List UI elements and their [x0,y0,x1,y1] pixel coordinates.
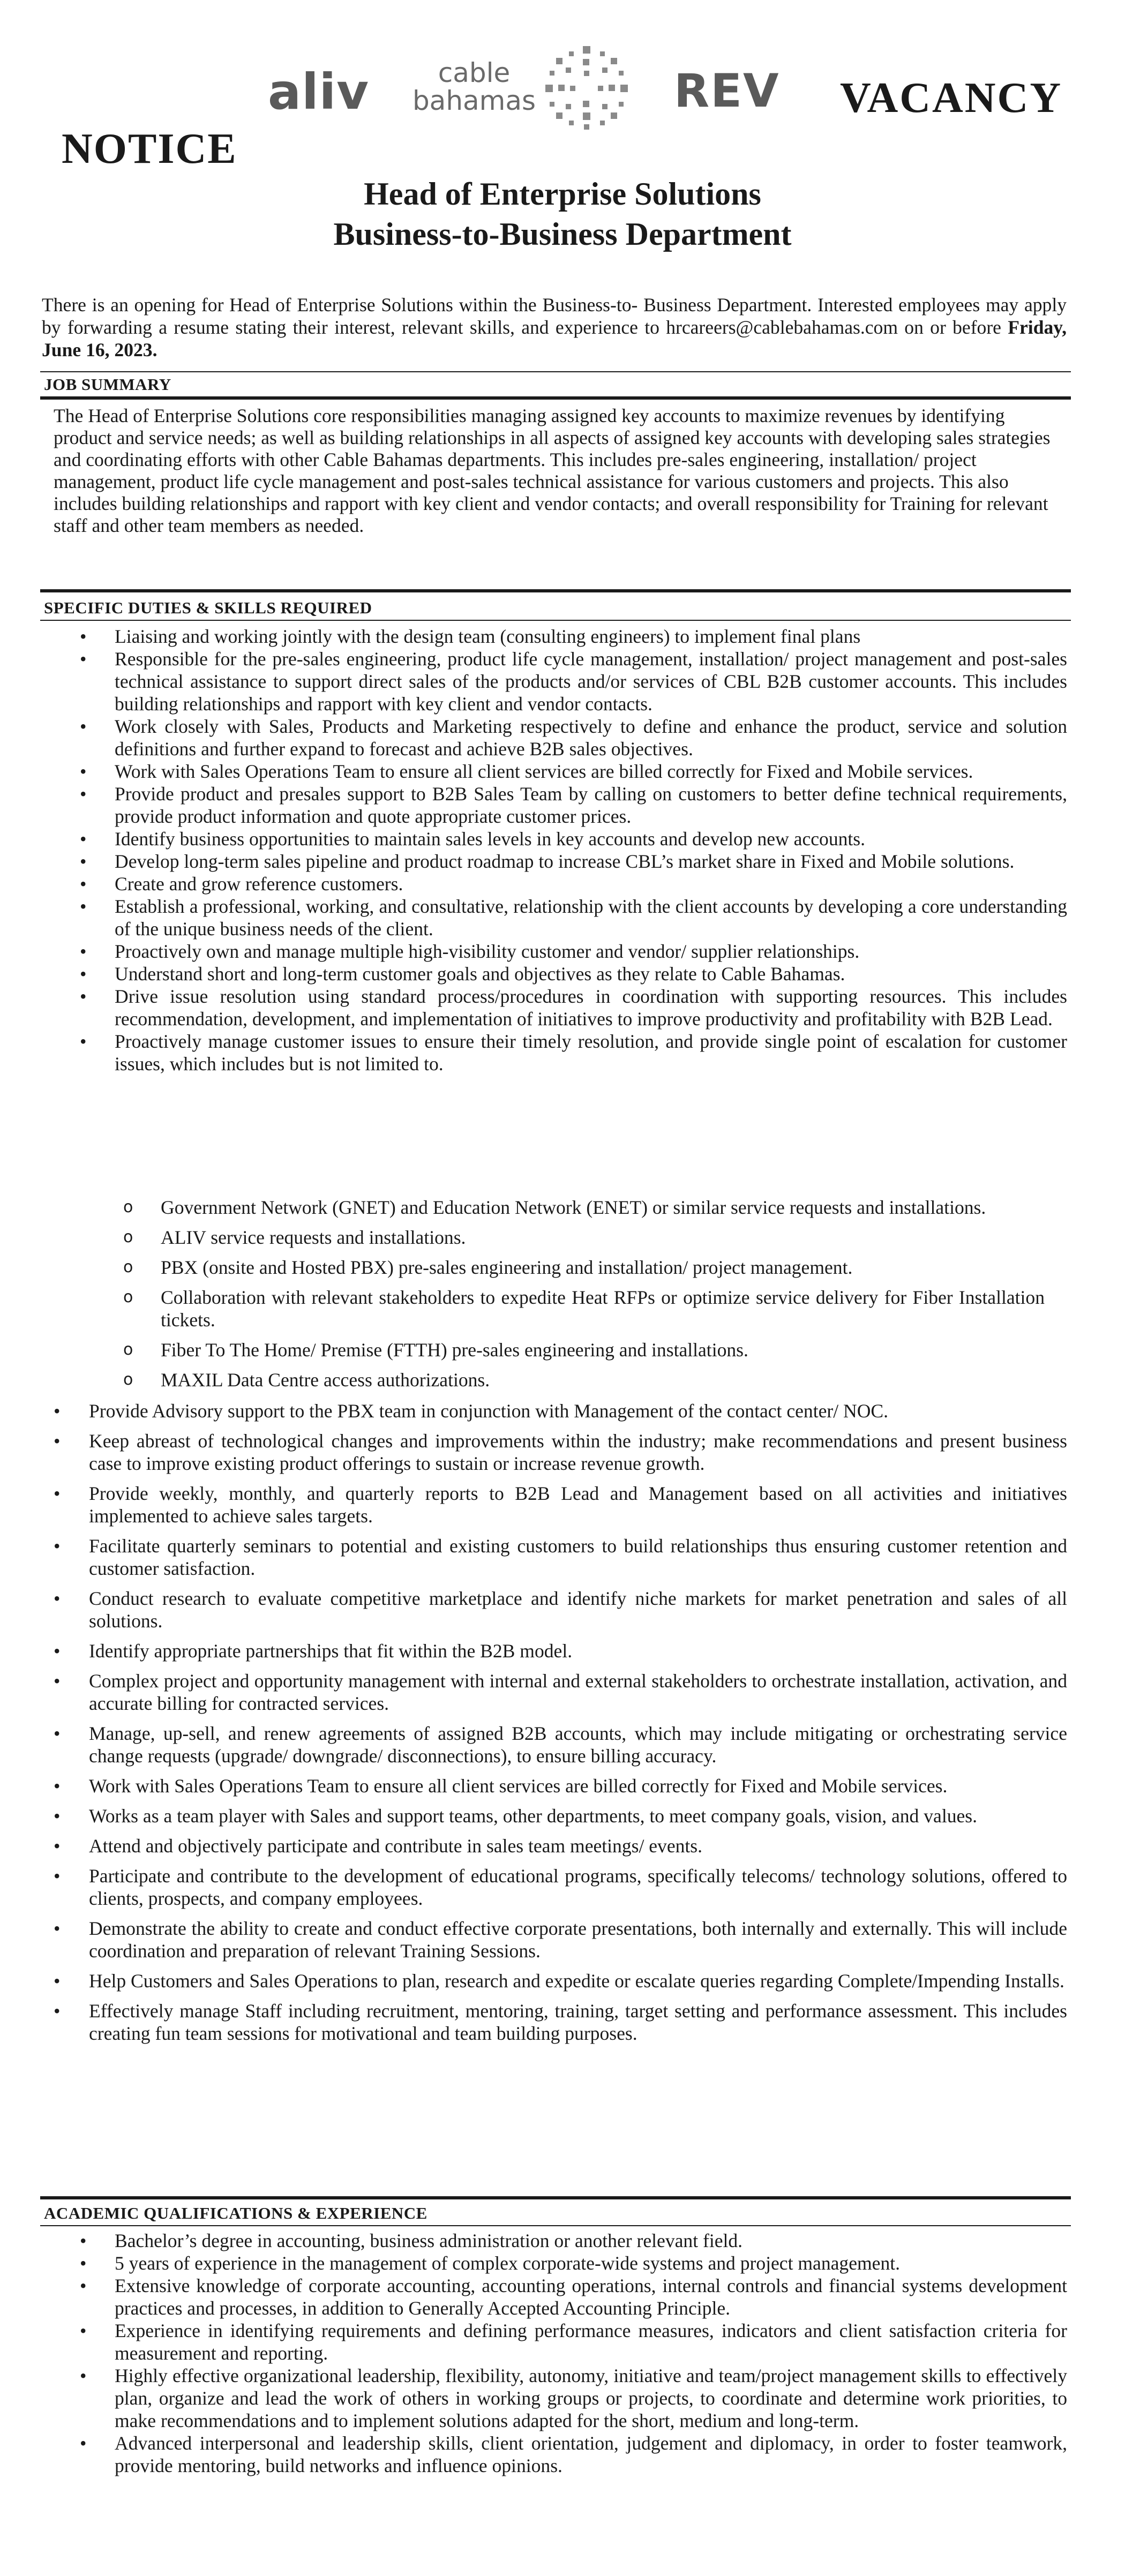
bullet-icon: • [80,2230,87,2251]
list-item: • Provide Advisory support to the PBX team in conjunction with Management of the contact center/ NOC. [54,1400,889,1422]
cable-logo-line1: cable [438,57,511,88]
duties-more-list [54,1400,1067,2052]
list-item: • Advanced interpersonal and leadership skills, client orientation, judgement and diplomacy, in order to foster teamwork, provide mentoring, build networks and influence opinions. [80,2432,1067,2476]
bullet-icon: • [54,1400,61,1422]
circle-bullet-icon: o [123,1198,133,1216]
list-item: • Develop long-term sales pipeline and product roadmap to increase CBL’s market share in Fixed and Mobile solutions. [80,851,1015,872]
bullet-icon: • [80,941,87,962]
list-item: • Establish a professional, working, and consultative, relationship with the client accounts by developing a core understanding of the unique business needs of the client. [80,896,1067,940]
sub-list-item: o Collaboration with relevant stakeholders to expedite Heat RFPs or optimize service delivery for Fiber Installation tickets. [123,1287,1045,1331]
list-item: • 5 years of experience in the management of complex corporate-wide systems and project management. [80,2252,901,2274]
cable-bahamas-starburst-icon [541,43,632,134]
duties-heading: SPECIFIC DUTIES & SKILLS REQUIRED [44,598,372,617]
list-item: • Demonstrate the ability to create and conduct effective corporate presentations, both internally and externally. This will include coordination and preparation of relevant Training Sessions. [54,1918,1067,1962]
list-item: • Proactively own and manage multiple high-visibility customer and vendor/ supplier relationships. [80,941,860,962]
sub-list-item: o Government Network (GNET) and Education Network (ENET) or similar service requests and installations. [123,1197,986,1218]
list-item: • Drive issue resolution using standard process/procedures in coordination with supporting resources. This includes recommendation, development, and implementation of initiatives to improve productivity and profitability with B2B Lead. [80,986,1067,1030]
list-item: • Identify appropriate partnerships that fit within the B2B model. [54,1640,573,1662]
summary-top-rule [40,371,1071,372]
job-summary-heading: JOB SUMMARY [44,375,171,394]
bullet-icon: • [80,761,87,782]
bullet-icon: • [80,783,87,805]
bullet-icon: • [80,648,87,670]
bullet-icon: • [80,2275,87,2296]
list-item: • Manage, up-sell, and renew agreements of assigned B2B accounts, which may include mitigating or orchestrating service change requests (upgrade/ downgrade/ disconnections), to ensure billing accuracy. [54,1723,1067,1767]
bullet-icon: • [80,716,87,737]
sub-list-item: o PBX (onsite and Hosted PBX) pre-sales engineering and installation/ project management. [123,1257,853,1278]
aliv-logo: aliv [268,63,370,121]
list-item: • Create and grow reference customers. [80,873,403,895]
intro-paragraph [42,294,1067,361]
bullet-icon: • [54,1588,61,1609]
list-item: • Facilitate quarterly seminars to potential and existing customers to build relationships thus ensuring customer retention and customer satisfaction. [54,1535,1067,1579]
list-item: • Work closely with Sales, Products and Marketing respectively to define and enhance the product, service and solution definitions and further expand to forecast and achieve B2B sales objectives. [80,716,1067,760]
bullet-icon: • [80,2365,87,2386]
duties-list [80,625,1067,1075]
list-item: • Experience in identifying requirements and defining performance measures, indicators and client satisfaction criteria for measurement and reporting. [80,2320,1067,2364]
list-item: • Proactively manage customer issues to ensure their timely resolution, and provide single point of escalation for customer issues, which includes but is not limited to. [80,1031,1067,1075]
cable-bahamas-logo [407,59,541,115]
department-title: Business-to-Business Department [333,216,792,252]
application-deadline: Friday, June 16, 2023. [42,317,1067,361]
bullet-icon: • [54,1483,61,1504]
bullet-icon: • [54,1865,61,1887]
bullet-icon: • [80,626,87,647]
bullet-icon: • [80,986,87,1007]
bullet-icon: • [54,2000,61,2022]
list-item: • Extensive knowledge of corporate accounting, accounting operations, internal controls and financial systems development practices and processes, in addition to Generally Accepted Accounting Principle. [80,2275,1067,2319]
bullet-icon: • [80,828,87,850]
list-item: • Responsible for the pre-sales engineering, product life cycle management, installation/ project management and post-sales technical assistance to support direct sales of the products and/or services of CBL B2B customer accounts. This includes building relationships and rapport with key client and vendor contacts. [80,648,1067,715]
qualifications-top-rule [40,2196,1071,2199]
vacancy-heading: VACANCY [840,74,1063,122]
duties-sub-list [123,1196,1045,1399]
notice-heading: NOTICE [62,125,237,172]
bullet-icon: • [54,1670,61,1692]
sub-list-item: o Fiber To The Home/ Premise (FTTH) pre-sales engineering and installations. [123,1339,748,1361]
bullet-icon: • [80,2320,87,2341]
qualifications-list [80,2229,1067,2477]
bullet-icon: • [80,2252,87,2274]
circle-bullet-icon: o [123,1370,133,1389]
bullet-icon: • [80,851,87,872]
circle-bullet-icon: o [123,1258,133,1276]
bullet-icon: • [80,896,87,917]
qualifications-heading-rule [40,2225,1071,2226]
circle-bullet-icon: o [123,1228,133,1246]
duties-heading-rule [40,620,1071,621]
bullet-icon: • [54,1723,61,1744]
bullet-icon: • [54,1535,61,1557]
rev-logo: REV [674,64,780,118]
circle-bullet-icon: o [123,1340,133,1359]
list-item: • Effectively manage Staff including recruitment, mentoring, training, target setting and performance assessment. This includes creating fun team sessions for motivational and team building purposes. [54,2000,1067,2044]
list-item: • Work with Sales Operations Team to ensure all client services are billed correctly for Fixed and Mobile services. [54,1775,948,1797]
list-item: • Understand short and long-term customer goals and objectives as they relate to Cable Bahamas. [80,963,845,985]
cable-logo-line2: bahamas [412,85,536,116]
duties-top-rule [40,589,1071,592]
bullet-icon: • [54,1970,61,1992]
sub-list-item: o ALIV service requests and installations. [123,1227,466,1248]
bullet-icon: • [54,1805,61,1827]
summary-heading-rule [40,396,1071,400]
list-item: • Identify business opportunities to maintain sales levels in key accounts and develop new accounts. [80,828,866,850]
job-title: Head of Enterprise Solutions [364,176,761,212]
job-summary-text: The Head of Enterprise Solutions core responsibilities managing assigned key accounts to maximize revenues by identifying product and service needs; as well as building relationships in all aspects of assigned key accounts with developing sales strategies and coordinating efforts with other Cable Bahamas departments. This includes pre-sales engineering, installation/ project management, product life cycle management and post-sales technical assistance for various customers and projects. This also includes building relationships and rapport with key client and vendor contacts; and overall responsibility for Training for relevant staff and other team members as needed. [54,405,1051,536]
bullet-icon: • [54,1640,61,1662]
list-item: • Bachelor’s degree in accounting, business administration or another relevant field. [80,2230,743,2251]
list-item: • Conduct research to evaluate competitive marketplace and identify niche markets for market penetration and sales of all solutions. [54,1588,1067,1632]
bullet-icon: • [80,2432,87,2454]
list-item: • Provide weekly, monthly, and quarterly reports to B2B Lead and Management based on all activities and initiatives implemented to achieve sales targets. [54,1483,1067,1527]
bullet-icon: • [54,1918,61,1939]
list-item: • Work with Sales Operations Team to ensure all client services are billed correctly for Fixed and Mobile services. [80,761,973,782]
list-item: • Provide product and presales support to B2B Sales Team by calling on customers to better define technical requirements, provide product information and quote appropriate customer prices. [80,783,1067,827]
list-item: • Works as a team player with Sales and support teams, other departments, to meet company goals, vision, and values. [54,1805,978,1827]
bullet-icon: • [54,1835,61,1857]
list-item: • Attend and objectively participate and contribute in sales team meetings/ events. [54,1835,703,1857]
qualifications-heading: ACADEMIC QUALIFICATIONS & EXPERIENCE [44,2204,428,2222]
circle-bullet-icon: o [123,1288,133,1306]
sub-list-item: o MAXIL Data Centre access authorizations. [123,1369,490,1391]
bullet-icon: • [80,963,87,985]
list-item: • Help Customers and Sales Operations to plan, research and expedite or escalate queries regarding Complete/Impending Installs. [54,1970,1064,1992]
bullet-icon: • [54,1775,61,1797]
list-item: • Liaising and working jointly with the design team (consulting engineers) to implement final plans [80,626,861,647]
bullet-icon: • [54,1430,61,1452]
bullet-icon: • [80,873,87,895]
bullet-icon: • [80,1031,87,1052]
intro-text: There is an opening for Head of Enterprise Solutions within the Business-to- Business Department. Interested employees may apply by forwarding a resume stating their interest, relevant skills, and experience to hrcareers@cablebahamas.com on or before [42,294,1067,338]
list-item: • Participate and contribute to the development of educational programs, specifically telecoms/ technology solutions, offered to clients, prospects, and company employees. [54,1865,1067,1909]
list-item: • Keep abreast of technological changes and improvements within the industry; make recommendations and present business case to improve existing product offerings to sustain or increase revenue growth. [54,1430,1067,1474]
list-item: • Complex project and opportunity management with internal and external stakeholders to orchestrate installation, activation, and accurate billing for contracted services. [54,1670,1067,1714]
list-item: • Highly effective organizational leadership, flexibility, autonomy, initiative and team/project management skills to effectively plan, organize and lead the work of others in working groups or projects, to coordinate and determine work priorities, to make recommendations and to implement solutions adapted for the short, medium and long-term. [80,2365,1067,2431]
